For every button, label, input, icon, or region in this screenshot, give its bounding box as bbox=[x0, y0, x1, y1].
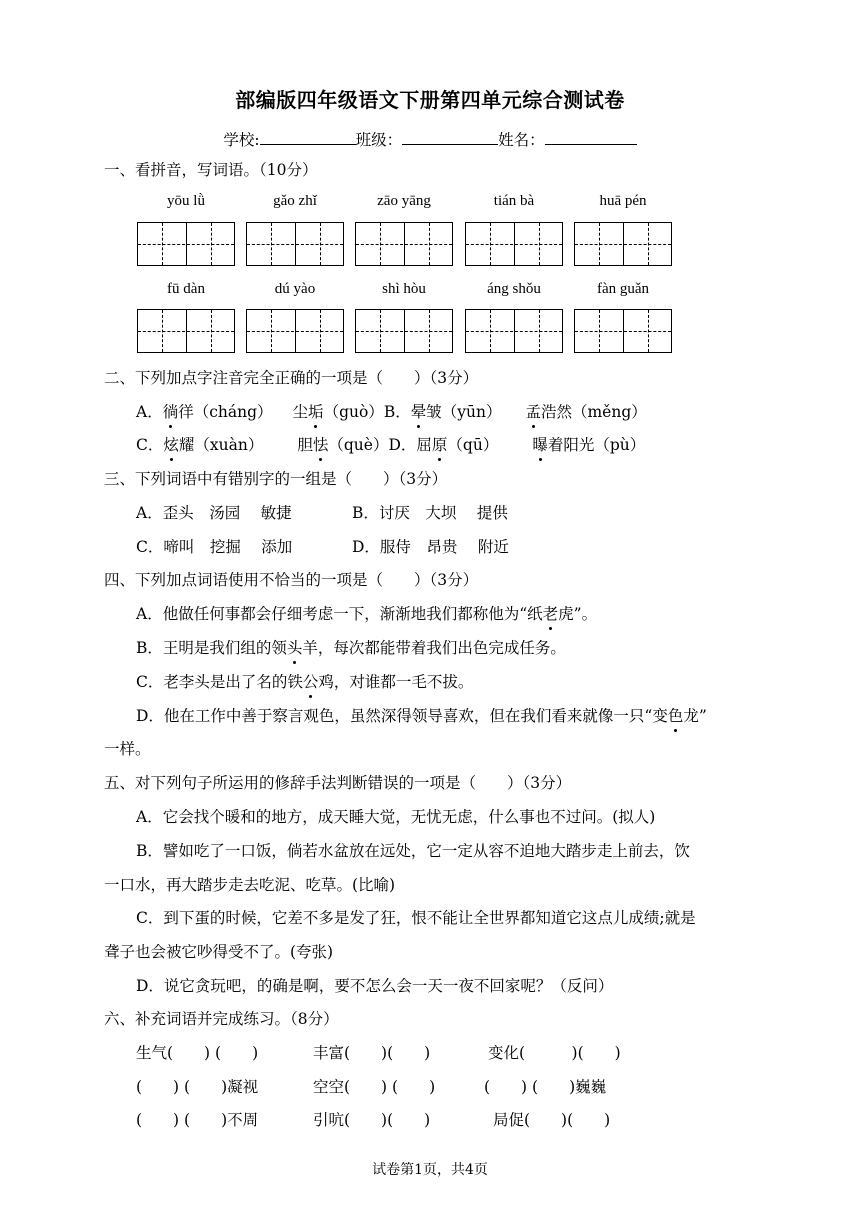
class-label: 班级： bbox=[355, 131, 403, 149]
page-footer: 试卷第1页，共4页 bbox=[372, 1162, 488, 1178]
q5-option-b-cont: 一口水，再大踏步走去吃泥、吃草。(比喻) bbox=[104, 876, 396, 894]
name-label: 姓名： bbox=[498, 131, 545, 149]
q6-r3-c2[interactable]: 引吭( )( ) bbox=[313, 1111, 431, 1129]
class-blank[interactable] bbox=[402, 127, 498, 145]
q4-option-d-cont: 一样。 bbox=[104, 740, 151, 758]
q6-r1-c3[interactable]: 变化( )( ) bbox=[488, 1044, 621, 1062]
pinyin-label: fū dàn bbox=[167, 281, 205, 297]
pinyin-label: dú yào bbox=[274, 281, 316, 297]
student-info-line bbox=[0, 127, 860, 150]
cell-guide-line bbox=[575, 244, 671, 245]
q2-option-c-d: C．炫耀（xuàn） 胆怯（què）D．屈原（qū） 曝着阳光（pù） bbox=[136, 436, 646, 454]
cell-guide-line bbox=[466, 331, 562, 332]
q1-heading: 一、看拼音，写词语。（10分） bbox=[104, 161, 318, 179]
q4-option-a: A．他做任何事都会仔细考虑一下，渐渐地我们都称他为“纸老虎”。 bbox=[136, 605, 598, 623]
q4-option-d: D．他在工作中善于察言观色，虽然深得领导喜欢，但在我们看来就像一只“变色龙” bbox=[136, 707, 707, 725]
page-title: 部编版四年级语文下册第四单元综合测试卷 bbox=[235, 88, 625, 112]
q5-option-c: C．到下蛋的时候，它差不多是发了狂，恨不能让全世界都知道它这点儿成绩;就是 bbox=[136, 909, 696, 927]
q6-r3-c3[interactable]: 局促( )( ) bbox=[493, 1111, 611, 1129]
q2-option-a-b: A．徜徉（cháng） 尘垢（guò）B．晕皱（yūn） 孟浩然（měng） bbox=[136, 403, 647, 421]
pinyin-label: yōu lǜ bbox=[167, 193, 205, 209]
cell-guide-line bbox=[247, 244, 343, 245]
q6-r3-c1[interactable]: ( ) ( )不周 bbox=[136, 1111, 259, 1129]
tianzige-writing-box[interactable] bbox=[137, 222, 235, 266]
cell-guide-line bbox=[466, 244, 562, 245]
q2-heading: 二、下列加点字注音完全正确的一项是（ ）（3分） bbox=[104, 369, 479, 387]
q3-option-d: D．服侍 昂贵 附近 bbox=[352, 538, 509, 556]
q3-heading: 三、下列词语中有错别字的一组是（ ）（3分） bbox=[104, 470, 448, 488]
q5-option-c-cont: 聋子也会被它吵得受不了。(夸张) bbox=[104, 943, 334, 961]
name-blank[interactable] bbox=[545, 127, 637, 145]
q5-option-d: D．说它贪玩吧，的确是啊，要不怎么会一天一夜不回家呢？（反问） bbox=[136, 977, 614, 995]
q4-option-c: C．老李头是出了名的铁公鸡，对谁都一毛不拔。 bbox=[136, 673, 474, 691]
q6-heading: 六、补充词语并完成练习。（8分） bbox=[104, 1010, 339, 1028]
pinyin-label: huā pén bbox=[599, 193, 647, 209]
q4-heading: 四、下列加点词语使用不恰当的一项是（ ）（3分） bbox=[104, 571, 479, 589]
q3-option-b: B．讨厌 大坝 提供 bbox=[352, 504, 508, 522]
cell-guide-line bbox=[247, 331, 343, 332]
q5-option-a: A．它会找个暖和的地方，成天睡大觉，无忧无虑，什么事也不过问。(拟人) bbox=[136, 808, 656, 826]
q3-option-a: A．歪头 汤园 敏捷 bbox=[136, 504, 292, 522]
school-label: 学校: bbox=[223, 131, 260, 149]
tianzige-writing-box[interactable] bbox=[246, 222, 344, 266]
pinyin-label: gǎo zhǐ bbox=[273, 193, 317, 209]
pinyin-label: tián bà bbox=[493, 193, 535, 209]
pinyin-label: zāo yāng bbox=[377, 193, 431, 209]
cell-guide-line bbox=[575, 331, 671, 332]
q6-r1-c2[interactable]: 丰富( )( ) bbox=[313, 1044, 431, 1062]
tianzige-writing-box[interactable] bbox=[465, 309, 563, 353]
cell-guide-line bbox=[356, 331, 452, 332]
tianzige-writing-box[interactable] bbox=[355, 309, 453, 353]
tianzige-writing-box[interactable] bbox=[137, 309, 235, 353]
tianzige-writing-box[interactable] bbox=[465, 222, 563, 266]
tianzige-writing-box[interactable] bbox=[574, 309, 672, 353]
cell-guide-line bbox=[138, 331, 234, 332]
cell-guide-line bbox=[138, 244, 234, 245]
q6-r2-c1[interactable]: ( ) ( )凝视 bbox=[136, 1078, 259, 1096]
q4-option-b: B．王明是我们组的领头羊，每次都能带着我们出色完成任务。 bbox=[136, 639, 566, 657]
school-blank[interactable] bbox=[260, 127, 356, 145]
pinyin-label: áng shǒu bbox=[487, 281, 541, 297]
q3-option-c: C．啼叫 挖掘 添加 bbox=[136, 538, 293, 556]
q6-r2-c3[interactable]: ( ) ( )巍巍 bbox=[484, 1078, 607, 1096]
q6-r1-c1[interactable]: 生气( ) ( ) bbox=[136, 1044, 259, 1062]
q5-heading: 五、对下列句子所运用的修辞手法判断错误的一项是（ ）（3分） bbox=[104, 774, 572, 792]
q5-option-b: B．譬如吃了一口饭，倘若水盆放在远处，它一定从容不迫地大踏步走上前去，饮 bbox=[136, 842, 690, 860]
tianzige-writing-box[interactable] bbox=[355, 222, 453, 266]
tianzige-writing-box[interactable] bbox=[574, 222, 672, 266]
tianzige-writing-box[interactable] bbox=[246, 309, 344, 353]
pinyin-label: fàn guǎn bbox=[596, 281, 650, 297]
pinyin-label: shì hòu bbox=[382, 281, 426, 297]
cell-guide-line bbox=[356, 244, 452, 245]
q6-r2-c2[interactable]: 空空( ) ( ) bbox=[313, 1078, 436, 1096]
